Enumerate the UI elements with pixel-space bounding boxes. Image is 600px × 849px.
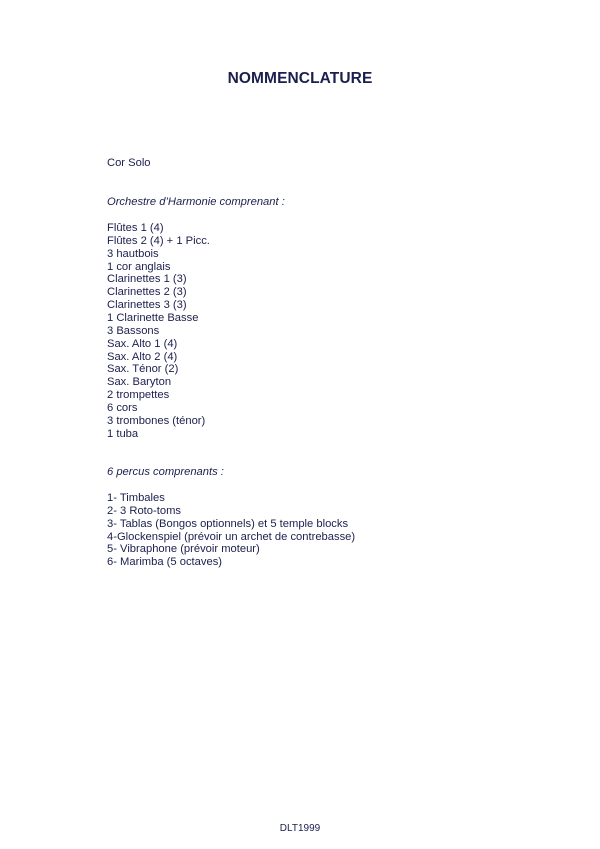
orchestra-instrument-list [107,222,210,441]
instrument-item: 1 Clarinette Basse [107,312,199,325]
instrument-item: Flûtes 1 (4) [107,222,164,234]
instrument-item: Sax. Alto 2 (4) [107,350,178,363]
instrument-item: 2 trompettes [107,389,170,402]
instrument-item: 1 cor anglais [107,260,171,273]
percussion-item: 6- Marimba (5 octaves) [107,556,223,569]
percussion-item: 1- Timbales [107,492,165,504]
percussion-item: 4-Glockenspiel (prévoir un archet de contrebasse) [107,530,356,543]
instrument-item: Clarinettes 1 (3) [107,273,187,286]
instrument-item: Sax. Alto 1 (4) [107,337,178,350]
instrument-item: Sax. Ténor (2) [107,363,179,376]
instrument-item: Clarinettes 2 (3) [107,286,187,299]
instrument-item: Clarinettes 3 (3) [107,299,187,312]
soloist-line: Cor Solo [107,157,151,169]
instrument-item: Sax. Baryton [107,376,172,389]
percussion-item: 3- Tablas (Bongos optionnels) et 5 temple blocks [107,517,349,530]
instrument-item: 3 trombones (ténor) [107,414,206,427]
instrument-item: 3 Bassons [107,324,160,337]
instrument-item: 1 tuba [107,427,139,440]
orchestra-heading: Orchestre d’Harmonie comprenant : [107,196,285,208]
percussion-heading: 6 percus comprenants : [107,466,224,478]
percussion-item: 2- 3 Roto-toms [107,504,181,517]
instrument-item: 6 cors [107,402,138,415]
percussion-instrument-list [107,492,355,569]
instrument-item: Flûtes 2 (4) + 1 Picc. [107,234,210,247]
page-footer: DLT1999 [279,823,321,834]
page-title: NOMMENCLATURE [227,70,373,87]
instrument-item: 3 hautbois [107,247,159,260]
percussion-item: 5- Vibraphone (prévoir moteur) [107,543,260,556]
